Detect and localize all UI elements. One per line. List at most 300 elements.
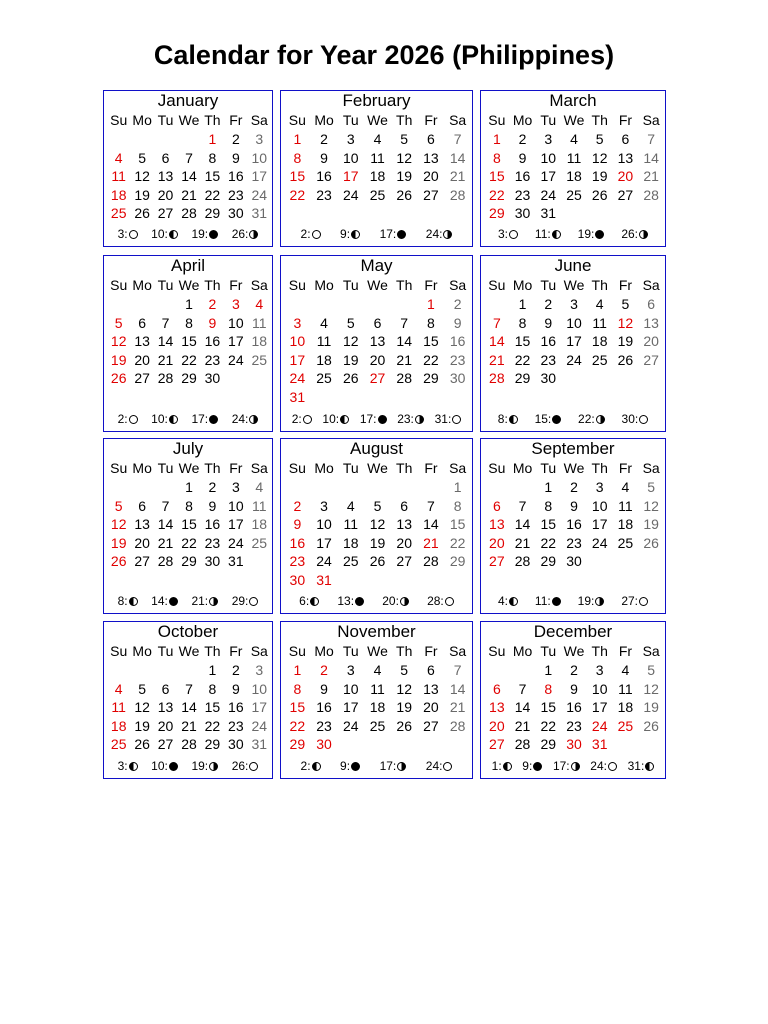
day-cell: 17 [540,168,557,184]
day-cell: 2 [231,131,240,147]
moon-day: 10: [151,227,168,241]
day-cell: 6 [400,497,409,514]
day-cell: 22 [540,717,557,734]
weekday-header: Mo [314,277,334,293]
day-cell: 23 [449,351,466,368]
weekday-header: Tu [540,643,557,659]
day-cell: 5 [621,296,630,312]
day-cell: 5 [647,479,656,495]
day-cell: 25 [251,351,268,368]
weekday-header: Tu [157,112,174,128]
day-cell: 16 [228,699,244,715]
day-cell: 12 [369,516,386,532]
weekday-header: Su [288,112,306,128]
day-cell: 21 [489,351,505,368]
day-cell: 10 [251,149,268,166]
new-moon-icon [169,597,178,606]
day-cell: 31 [251,736,268,752]
day-cell: 9 [570,497,578,514]
day-cell: 3 [595,479,604,495]
new-moon-icon [552,415,561,424]
month-box-november [280,621,473,779]
day-cell: 18 [316,351,332,368]
weekday-header: Tu [342,277,359,293]
weekday-header: Su [488,112,506,128]
moon-phase-item [498,227,518,241]
day-cell: 15 [181,333,197,349]
day-cell: 3 [544,131,553,147]
day-cell: 28 [396,370,412,386]
day-cell: 2 [453,296,462,312]
day-cell: 3 [255,131,264,147]
day-cell: 15 [204,699,221,715]
day-cell: 26 [396,186,412,203]
last-moon-icon [169,230,178,239]
weekday-header: Th [204,460,221,476]
day-cell: 23 [566,534,582,551]
day-cell: 23 [540,351,557,368]
day-cell: 12 [396,680,412,697]
day-cell: 13 [423,149,439,166]
day-cell: 26 [369,553,386,569]
day-cell: 29 [181,553,197,569]
day-cell: 9 [293,516,302,532]
new-moon-icon [209,415,218,424]
first-moon-icon [397,762,406,771]
first-moon-icon [571,762,580,771]
day-cell: 17 [228,333,244,349]
moon-day: 22: [578,412,595,426]
day-cell: 23 [204,534,221,551]
moon-phases [281,227,472,241]
day-cell: 5 [138,680,147,697]
day-cell: 6 [492,680,501,697]
moon-day: 31: [434,412,452,426]
day-cell: 3 [570,296,578,312]
first-moon-icon [209,597,218,606]
weekday-header: Fr [229,643,243,659]
day-cell: 18 [591,333,608,349]
day-cell: 26 [110,370,127,386]
first-moon-icon [415,415,424,424]
day-cell: 19 [617,333,634,349]
day-cell: 22 [449,534,466,551]
weekday-header: Fr [618,643,633,659]
weekday-header: We [563,643,585,659]
day-cell: 31 [540,205,557,221]
weekday-header: We [178,112,200,128]
full-moon-icon [639,415,648,424]
day-cell: 5 [346,314,355,331]
day-cell: 28 [643,186,659,203]
day-cell: 3 [595,662,604,678]
weekday-header: Tu [342,112,359,128]
moon-phase-item [322,412,349,426]
moon-day: 9: [340,759,351,773]
day-cell: 1 [185,296,193,312]
day-cell: 2 [320,131,328,147]
day-cell: 22 [204,717,221,734]
moon-phase-item [522,759,542,773]
day-cell: 28 [489,370,505,386]
day-cell: 10 [591,497,608,514]
day-cell: 1 [492,131,501,147]
day-cell: 17 [289,351,306,368]
day-cell: 24 [342,717,359,734]
moon-phase-item [151,227,178,241]
moon-day: 27: [621,594,638,608]
day-cell: 16 [514,168,531,184]
moon-phases [281,759,472,773]
day-cell: 28 [181,736,197,752]
weekday-header: Sa [449,277,467,293]
weekday-header: Su [288,643,306,659]
day-cell: 22 [181,534,197,551]
day-cell: 25 [110,205,127,221]
weekday-header: Su [488,643,506,659]
day-cell: 1 [427,296,435,312]
day-cell: 27 [423,186,439,203]
day-cell: 17 [251,699,268,715]
day-cell: 19 [342,351,359,368]
moon-phase-item [191,412,218,426]
day-cell: 1 [544,662,553,678]
day-cell: 24 [566,351,582,368]
weekday-header: We [563,277,585,293]
day-cell: 16 [316,699,332,715]
day-cell: 3 [346,662,355,678]
day-cell: 24 [251,186,268,203]
day-cell: 20 [396,534,412,551]
month-box-january [103,90,273,247]
day-cell: 2 [518,131,527,147]
full-moon-icon [303,415,312,424]
day-cell: 25 [617,717,634,734]
day-cell: 10 [342,680,359,697]
day-cell: 6 [161,680,170,697]
moon-phases [481,412,665,426]
moon-phase-item [299,594,319,608]
weekday-header: Sa [642,460,660,476]
day-cell: 21 [643,168,659,184]
day-cell: 27 [489,553,505,569]
weekday-header: We [367,460,388,476]
day-cell: 15 [449,516,466,532]
month-name: April [170,256,205,275]
day-cell: 15 [181,516,197,532]
day-cell: 20 [157,717,174,734]
day-cell: 2 [570,662,578,678]
weekday-header: We [367,277,388,293]
weekday-header: Mo [512,643,533,659]
day-cell: 2 [570,479,578,495]
moon-day: 10: [151,759,168,773]
day-cell: 15 [540,516,557,532]
day-cell: 8 [293,680,302,697]
weekday-header: Tu [342,460,359,476]
day-cell: 28 [449,717,466,734]
day-cell: 9 [208,314,217,331]
moon-day: 19: [577,594,595,608]
new-moon-icon [209,230,218,239]
moon-phase-item [380,227,407,241]
day-cell: 13 [157,168,174,184]
day-cell: 19 [396,699,412,715]
moon-phase-item [151,759,178,773]
month-name: March [549,91,597,110]
day-cell: 21 [157,351,174,368]
day-cell: 12 [134,699,150,715]
day-cell: 11 [343,516,359,532]
day-cell: 26 [591,186,608,203]
day-cell: 1 [544,479,553,495]
day-cell: 15 [204,168,221,184]
moon-phase-item [191,759,218,773]
day-cell: 29 [181,370,197,386]
day-cell: 17 [342,699,359,715]
weekday-header: Fr [229,277,243,293]
day-cell: 26 [110,553,127,569]
moon-day: 23: [397,412,414,426]
weekday-header: Fr [424,112,438,128]
day-cell: 27 [157,736,174,752]
day-cell: 14 [181,699,197,715]
day-cell: 1 [208,662,217,678]
day-cell: 20 [489,534,505,551]
day-cell: 3 [320,497,328,514]
moon-phase-item [382,594,409,608]
day-cell: 9 [231,149,240,166]
weekday-header: We [367,643,388,659]
day-cell: 28 [157,553,174,569]
moon-phases [481,759,665,773]
moon-day: 17: [359,412,377,426]
day-cell: 15 [289,699,306,715]
day-cell: 28 [423,553,439,569]
day-cell: 4 [373,662,382,678]
day-cell: 21 [449,699,466,715]
moon-phase-item [151,594,178,608]
day-cell: 6 [492,497,501,514]
new-moon-icon [552,597,561,606]
moon-day: 2: [117,412,128,426]
day-cell: 10 [251,680,268,697]
day-cell: 21 [449,168,466,184]
day-cell: 3 [255,662,264,678]
moon-phase-item [301,227,321,241]
day-cell: 16 [228,168,244,184]
day-cell: 16 [566,699,582,715]
new-moon-icon [169,762,178,771]
day-cell: 14 [449,680,466,697]
weekday-header: Tu [157,460,174,476]
day-cell: 11 [592,314,607,331]
day-cell: 27 [617,186,634,203]
day-cell: 20 [423,699,439,715]
moon-phase-item [232,759,259,773]
weekday-header: Su [110,277,128,293]
day-cell: 25 [316,370,332,386]
first-moon-icon [249,415,258,424]
day-cell: 7 [453,662,462,678]
day-cell: 17 [566,333,582,349]
day-cell: 8 [427,314,435,331]
weekday-header: Fr [424,643,438,659]
day-cell: 2 [208,479,217,495]
day-cell: 8 [453,497,462,514]
weekday-header: Tu [540,112,557,128]
day-cell: 10 [342,149,359,166]
day-cell: 24 [251,717,268,734]
last-moon-icon [509,597,518,606]
moon-day: 8: [497,412,508,426]
day-cell: 27 [134,370,150,386]
day-cell: 21 [396,351,412,368]
day-cell: 14 [449,149,466,166]
day-cell: 26 [134,736,150,752]
moon-day: 3: [117,759,128,773]
day-cell: 11 [111,699,126,715]
day-cell: 11 [252,314,267,331]
weekday-header: Mo [132,277,152,293]
day-cell: 8 [518,314,527,331]
day-cell: 14 [157,516,174,532]
day-cell: 30 [566,553,582,569]
day-cell: 30 [289,571,306,588]
day-cell: 16 [540,333,557,349]
day-cell: 19 [591,168,608,184]
moon-phase-item [535,594,561,608]
weekday-header: We [178,460,200,476]
moon-day: 20: [382,594,399,608]
day-cell: 9 [320,149,328,166]
moon-day: 1: [491,759,502,773]
day-cell: 24 [342,186,359,203]
weekday-header: Sa [250,277,268,293]
day-cell: 12 [643,680,659,697]
day-cell: 17 [228,516,244,532]
day-cell: 20 [423,168,439,184]
day-cell: 4 [255,296,264,312]
day-cell: 20 [643,333,659,349]
day-cell: 23 [316,717,332,734]
weekday-header: Su [288,460,306,476]
day-cell: 8 [544,497,553,514]
day-cell: 8 [185,497,193,514]
day-cell: 13 [134,333,150,349]
day-cell: 15 [540,699,557,715]
moon-day: 9: [522,759,533,773]
weekday-header: Fr [424,277,438,293]
moon-day: 6: [299,594,310,608]
day-cell: 17 [591,699,608,715]
day-cell: 24 [289,370,306,386]
month-name: January [157,91,219,110]
day-cell: 26 [643,534,659,551]
moon-phase-item [621,594,648,608]
moon-day: 2: [300,227,311,241]
day-cell: 2 [293,497,302,514]
month-name: June [554,256,592,275]
day-cell: 21 [181,186,197,203]
moon-phases [104,594,272,608]
month-name: November [337,622,416,641]
last-moon-icon [169,415,178,424]
moon-day: 30: [621,412,639,426]
month-box-february [280,90,473,247]
day-cell: 20 [157,186,174,203]
month-name: December [533,622,613,641]
moon-phase-item [535,227,561,241]
day-cell: 11 [618,680,633,697]
day-cell: 11 [370,149,385,166]
day-cell: 7 [161,314,170,331]
weekday-header: Th [396,643,413,659]
last-moon-icon [129,597,138,606]
moon-day: 19: [577,227,595,241]
day-cell: 15 [423,333,439,349]
day-cell: 19 [134,717,150,734]
day-cell: 4 [346,497,355,514]
day-cell: 1 [453,479,462,495]
moon-phase-item [118,594,138,608]
last-moon-icon [340,415,349,424]
weekday-header: We [178,277,200,293]
day-cell: 15 [514,333,531,349]
day-cell: 21 [514,717,531,734]
weekday-header: Sa [642,643,660,659]
day-cell: 22 [289,186,306,203]
day-cell: 19 [369,534,386,551]
full-moon-icon [249,597,258,606]
new-moon-icon [595,230,604,239]
day-cell: 16 [316,168,332,184]
day-cell: 12 [342,333,359,349]
month-name: May [360,256,393,275]
full-moon-icon [312,230,321,239]
day-cell: 12 [396,149,412,166]
full-moon-icon [249,762,258,771]
day-cell: 12 [617,314,634,331]
moon-day: 10: [151,412,168,426]
day-cell: 22 [489,186,505,203]
day-cell: 30 [540,370,557,386]
day-cell: 31 [316,571,332,588]
day-cell: 22 [423,351,439,368]
new-moon-icon [397,230,406,239]
full-moon-icon [445,597,454,606]
moon-day: 9: [340,227,351,241]
day-cell: 11 [370,680,385,697]
first-moon-icon [596,415,605,424]
moon-day: 3: [497,227,508,241]
weekday-header: Sa [250,643,268,659]
last-moon-icon [552,230,561,239]
day-cell: 4 [570,131,578,147]
day-cell: 17 [316,534,332,551]
day-cell: 11 [618,497,633,514]
moon-phase-item [578,594,605,608]
day-cell: 9 [570,680,578,697]
day-cell: 16 [289,534,306,551]
day-cell: 6 [138,497,147,514]
moon-phase-item [232,594,259,608]
day-cell: 30 [228,205,244,221]
day-cell: 28 [157,370,174,386]
day-cell: 27 [643,351,659,368]
weekday-header: Su [488,460,506,476]
day-cell: 10 [316,516,332,532]
